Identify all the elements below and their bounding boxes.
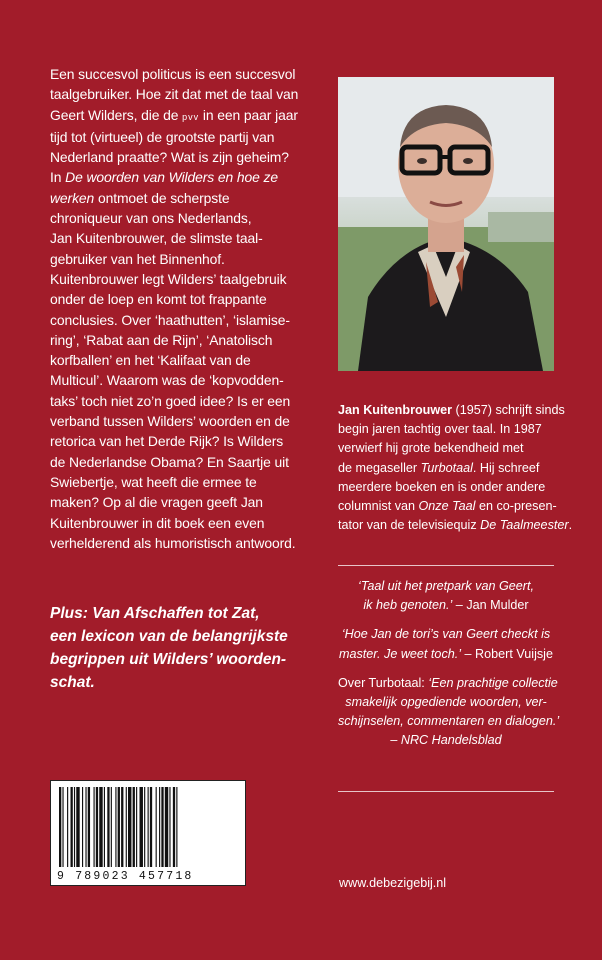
barcode-bar: [173, 787, 175, 867]
book-title: werken: [50, 189, 95, 206]
barcode-bar: [71, 787, 73, 867]
blurb-line: Swiebertje, wat heeft die ermee te: [50, 473, 257, 490]
barcode-bar: [133, 787, 135, 867]
barcode-bar: [115, 787, 116, 867]
author-portrait-illustration: [338, 77, 554, 371]
barcode-bar: [74, 787, 75, 867]
barcode-bar: [85, 787, 86, 867]
barcode-bar: [76, 787, 79, 867]
divider-bottom: [338, 791, 554, 792]
barcode-bar: [161, 787, 163, 867]
barcode-bar: [150, 787, 152, 867]
barcode-bar: [169, 787, 170, 867]
isbn-number: 9 789023 457718: [57, 870, 194, 883]
blurb-line: Nederland praatte? Wat is zijn geheim?: [50, 149, 289, 166]
blurb-line: retorica van het Derde Rijk? Is Wilders: [50, 433, 284, 450]
barcode-bar: [107, 787, 109, 867]
publisher-website: www.debezigebij.nl: [339, 876, 447, 890]
barcode-bar: [88, 787, 90, 867]
blurb-line: Kuitenbrouwer legt Wilders’ taalgebruik: [50, 270, 287, 287]
blurb-line: Een succesvol politicus is een succesvol: [50, 66, 296, 82]
blurb-line: onder de loep en komt tot frappante: [50, 291, 267, 308]
barcode-bar: [176, 787, 177, 867]
blurb-line: conclusies. Over ‘haathutten’, ‘islamise-: [50, 311, 290, 328]
barcode-bar: [94, 787, 95, 867]
blurb-line: tijd tot (virtueel) de grootste partij van: [50, 128, 275, 145]
quote-nrc-handelsblad: Over Turbotaal: ‘Een prachtige collectie smakelijk opgediende woorden, ver- schijnselen, commentaren en dialogen.’ – NRC Handelsblad: [338, 675, 560, 748]
pvv-abbreviation: pvv: [182, 111, 200, 122]
blurb-line: korfballen’ en het ‘Kalifaat van de: [50, 352, 251, 369]
barcode-bar: [165, 787, 168, 867]
blurb-line: Geert Wilders, die de pvv in een paar jaar: [50, 106, 298, 123]
blurb-line: ring’, ‘Rabat aan de Rijn’, ‘Anatolisch: [50, 331, 273, 348]
barcode-bar: [82, 787, 83, 867]
quote-jan-mulder: ‘Taal uit het pretpark van Geert, ik heb genoten.’ – Jan Mulder: [358, 579, 534, 613]
barcode-bar: [126, 787, 127, 867]
author-bio: Jan Kuitenbrouwer (1957) schrijft sinds begin jaren tachtig over taal. In 1987 verwierf hij grote bekendheid met de megaseller Turbotaal. Hij schreef meerdere boeken en is onder andere columnist van Onze Taal en co-presen- tator van de televisiequiz De Taalmeester.: [338, 403, 573, 533]
book-title: De woorden van Wilders en hoe ze: [65, 169, 279, 186]
barcode-bar: [148, 787, 149, 867]
author-name: Jan Kuitenbrouwer: [338, 403, 453, 417]
blurb-line: verhelderend als humoristisch antwoord.: [50, 534, 296, 551]
blurb-line: gebruiker van het Binnenhof.: [50, 250, 225, 267]
barcode-bar: [121, 787, 123, 867]
barcode-bar: [67, 787, 68, 867]
barcode-bar: [159, 787, 160, 867]
back-cover-blurb: [50, 64, 312, 553]
barcode-bar: [99, 787, 102, 867]
blurb-line: In De woorden van Wilders en hoe ze: [50, 169, 279, 186]
barcode-bar: [156, 787, 157, 867]
barcode-bar: [62, 787, 63, 867]
quote-robert-vuijsje: ‘Hoe Jan de tori’s van Geert checkt is master. Je weet toch.’ – Robert Vuijsje: [339, 627, 553, 661]
barcode-bar: [104, 787, 105, 867]
barcode-bar: [144, 787, 145, 867]
blurb-line: Kuitenbrouwer in dit boek een even: [50, 514, 265, 531]
blurb-line: Multicul’. Waarom was de ‘kopvodden-: [50, 372, 284, 389]
blurb-line: chroniqueur van ons Nederlands,: [50, 210, 252, 227]
barcode-bar: [111, 787, 112, 867]
barcode-bar: [136, 787, 137, 867]
barcode-bar: [140, 787, 143, 867]
blurb-line: verband tussen Wilders’ woorden en de: [50, 413, 290, 430]
author-photo: [338, 77, 554, 371]
blurb-line: taalgebruiker. Hoe zit dat met de taal van: [50, 86, 299, 103]
isbn-barcode: [50, 780, 246, 886]
blurb-line: werken ontmoet de scherpste: [50, 189, 230, 206]
divider-top: [338, 565, 554, 566]
barcode-bar: [128, 787, 131, 867]
blurb-line: maken? Op al die vragen geeft Jan: [50, 494, 263, 511]
barcode-bar: [118, 787, 120, 867]
review-quotes: [338, 577, 560, 761]
barcode-bar: [59, 787, 61, 867]
blurb-line: taks’ toch niet zo’n goed idee? Is er een: [50, 392, 291, 409]
barcode-bar: [96, 787, 98, 867]
plus-lexicon-note: Plus: Van Afschaffen tot Zat, een lexicon van de belangrijkste begrippen uit Wilders’ woorden- schat.: [50, 605, 288, 691]
blurb-line: Jan Kuitenbrouwer, de slimste taal-: [50, 230, 263, 247]
blurb-line: de Nederlandse Obama? En Saartje uit: [50, 453, 289, 470]
